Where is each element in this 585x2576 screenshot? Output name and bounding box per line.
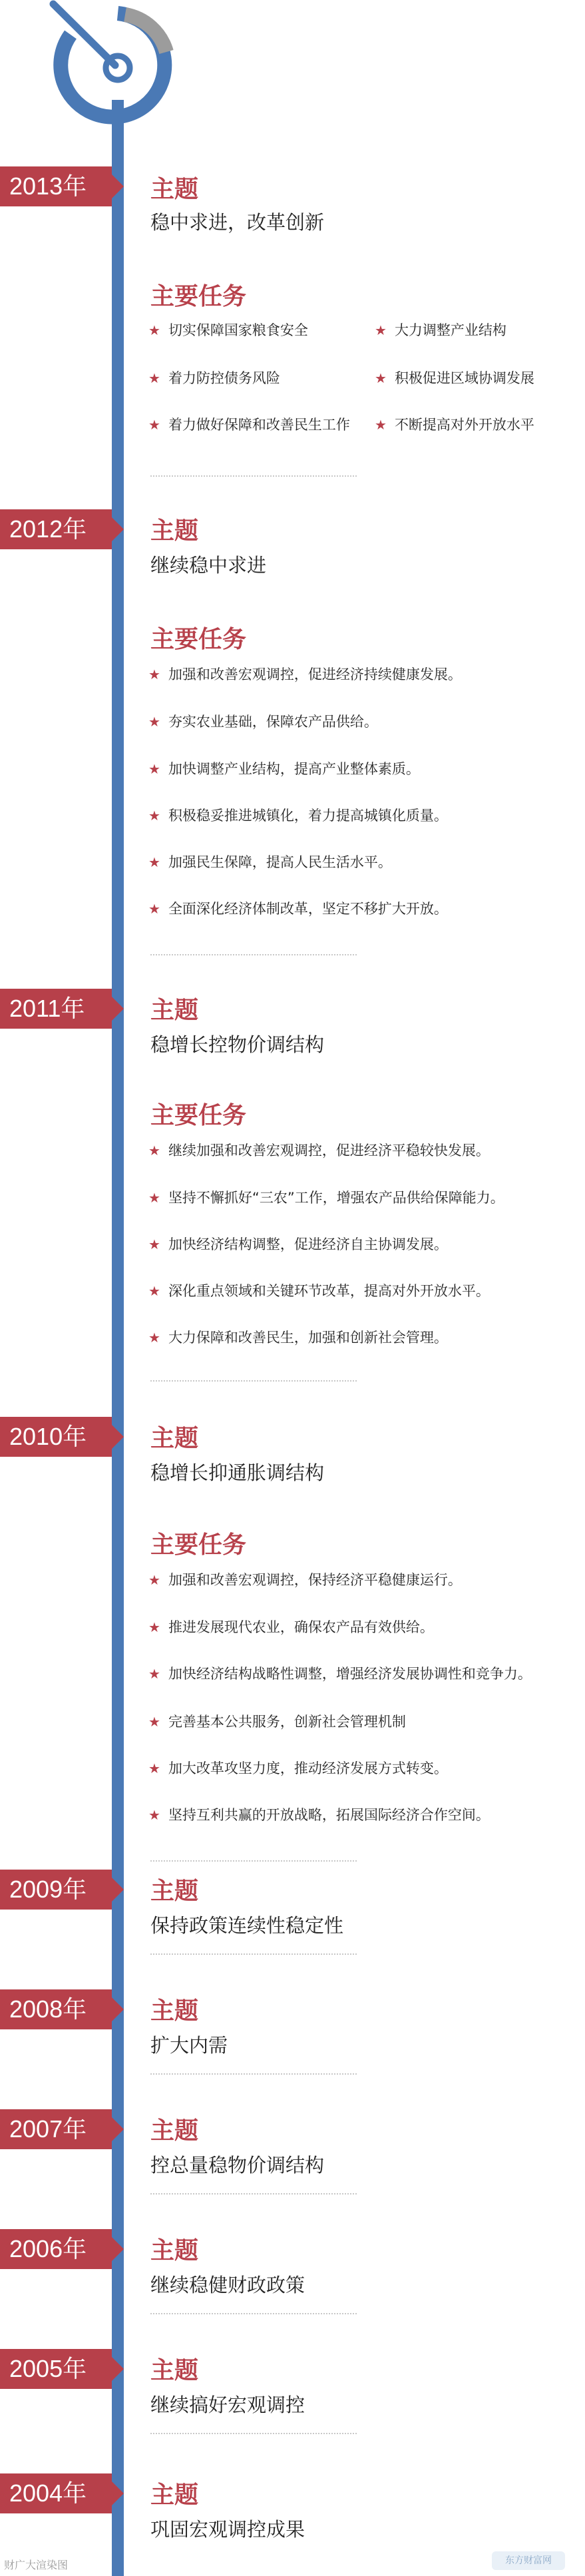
year-tag: 2006年 <box>0 2229 112 2269</box>
task-item: ★ 加快调整产业结构，提高产业整体素质。 <box>148 761 420 777</box>
year-tag: 2010年 <box>0 1417 112 1457</box>
divider <box>150 1380 357 1382</box>
theme-heading: 主题 <box>150 176 199 203</box>
year-tag: 2012年 <box>0 509 112 549</box>
divider <box>150 1953 357 1955</box>
task-item: ★ 大力调整产业结构 <box>375 322 506 338</box>
star-icon: ★ <box>148 1236 160 1252</box>
star-icon: ★ <box>148 417 160 433</box>
star-icon: ★ <box>148 761 160 777</box>
task-item: ★ 坚持不懈抓好“三农”工作，增强农产品供给保障能力。 <box>148 1190 504 1206</box>
theme-text: 稳增长抑通胀调结构 <box>150 1461 325 1484</box>
theme-heading: 主题 <box>150 2481 199 2509</box>
task-item: ★ 加强民生保障，提高人民生活水平。 <box>148 854 392 870</box>
source-logo: 财广大渲染图 <box>4 2559 69 2571</box>
theme-heading: 主题 <box>150 2117 199 2145</box>
theme-heading: 主题 <box>150 1878 199 1905</box>
year-tag: 2008年 <box>0 1989 112 2029</box>
theme-heading: 主题 <box>150 2237 199 2264</box>
star-icon: ★ <box>148 666 160 682</box>
task-item: ★ 切实保障国家粮食安全 <box>148 322 308 338</box>
clock-icon <box>27 0 186 133</box>
task-item: ★ 加强和改善宏观调控，促进经济持续健康发展。 <box>148 666 462 682</box>
star-icon: ★ <box>375 322 387 338</box>
star-icon: ★ <box>375 417 387 433</box>
theme-text: 继续稳健财政政策 <box>150 2274 305 2296</box>
divider <box>150 2433 357 2434</box>
theme-text: 稳中求进，改革创新 <box>150 211 325 234</box>
star-icon: ★ <box>148 1666 160 1682</box>
theme-text: 继续搞好宏观调控 <box>150 2394 305 2416</box>
theme-text: 继续稳中求进 <box>150 554 267 577</box>
divider <box>150 475 357 477</box>
star-icon: ★ <box>148 1190 160 1206</box>
star-icon: ★ <box>148 1807 160 1823</box>
divider <box>150 954 357 955</box>
star-icon: ★ <box>375 370 387 386</box>
theme-text: 保持政策连续性稳定性 <box>150 1914 344 1937</box>
task-item: ★ 加强和改善宏观调控，保持经济平稳健康运行。 <box>148 1572 462 1588</box>
star-icon: ★ <box>148 1572 160 1588</box>
theme-text: 控总量稳物价调结构 <box>150 2154 325 2177</box>
task-item: ★ 夯实农业基础，保障农产品供给。 <box>148 714 378 730</box>
year-tag: 2007年 <box>0 2109 112 2149</box>
theme-heading: 主题 <box>150 997 199 1024</box>
star-icon: ★ <box>148 1143 160 1159</box>
divider <box>150 2193 357 2194</box>
task-item: ★ 加大改革攻坚力度，推动经济发展方式转变。 <box>148 1760 448 1776</box>
task-item: ★ 继续加强和改善宏观调控，促进经济平稳较快发展。 <box>148 1143 490 1159</box>
task-item: ★ 完善基本公共服务，创新社会管理机制 <box>148 1714 406 1730</box>
task-item: ★ 推进发展现代农业，确保农产品有效供给。 <box>148 1619 434 1635</box>
task-item: ★ 全面深化经济体制改革，坚定不移扩大开放。 <box>148 901 448 917</box>
star-icon: ★ <box>148 1760 160 1776</box>
tasks-heading: 主要任务 <box>150 283 247 310</box>
divider <box>150 2073 357 2075</box>
timeline-line <box>112 100 124 2576</box>
theme-text: 巩固宏观调控成果 <box>150 2518 305 2541</box>
task-item: ★ 着力防控债务风险 <box>148 370 280 386</box>
task-item: ★ 积极稳妥推进城镇化，着力提高城镇化质量。 <box>148 808 448 824</box>
task-item: ★ 加快经济结构调整，促进经济自主协调发展。 <box>148 1236 448 1252</box>
theme-text: 扩大内需 <box>150 2034 228 2057</box>
task-item: ★ 着力做好保障和改善民生工作 <box>148 417 350 433</box>
tasks-heading: 主要任务 <box>150 1531 247 1559</box>
star-icon: ★ <box>148 714 160 730</box>
star-icon: ★ <box>148 901 160 917</box>
star-icon: ★ <box>148 1714 160 1730</box>
year-tag: 2004年 <box>0 2473 112 2513</box>
year-tag: 2009年 <box>0 1870 112 1910</box>
task-item: ★ 加快经济结构战略性调整，增强经济发展协调性和竞争力。 <box>148 1666 532 1682</box>
star-icon: ★ <box>148 370 160 386</box>
year-tag: 2011年 <box>0 989 112 1029</box>
theme-heading: 主题 <box>150 1997 199 2025</box>
year-tag: 2005年 <box>0 2349 112 2389</box>
task-item: ★ 深化重点领域和关键环节改革，提高对外开放水平。 <box>148 1283 490 1299</box>
tasks-heading: 主要任务 <box>150 1102 247 1129</box>
tasks-heading: 主要任务 <box>150 626 247 653</box>
task-item: ★ 坚持互利共赢的开放战略，拓展国际经济合作空间。 <box>148 1807 490 1823</box>
star-icon: ★ <box>148 854 160 870</box>
star-icon: ★ <box>148 1330 160 1346</box>
task-item: ★ 大力保障和改善民生，加强和创新社会管理。 <box>148 1330 448 1346</box>
star-icon: ★ <box>148 1283 160 1299</box>
watermark: 东方财富网 <box>492 2551 565 2570</box>
year-tag: 2013年 <box>0 166 112 206</box>
theme-heading: 主题 <box>150 517 199 545</box>
divider <box>150 2313 357 2314</box>
task-item: ★ 不断提高对外开放水平 <box>375 417 534 433</box>
star-icon: ★ <box>148 322 160 338</box>
theme-text: 稳增长控物价调结构 <box>150 1033 325 1056</box>
task-item: ★ 积极促进区域协调发展 <box>375 370 534 386</box>
theme-heading: 主题 <box>150 1425 199 1452</box>
star-icon: ★ <box>148 808 160 824</box>
divider <box>150 1860 357 1862</box>
star-icon: ★ <box>148 1619 160 1635</box>
theme-heading: 主题 <box>150 2357 199 2384</box>
